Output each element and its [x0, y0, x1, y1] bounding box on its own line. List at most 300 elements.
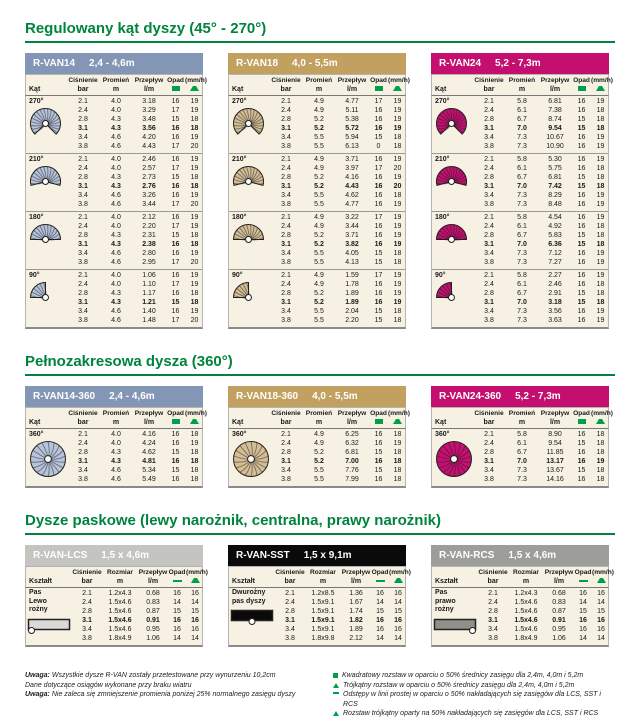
table-row [66, 191, 204, 200]
table-row [269, 106, 407, 115]
cell-precip-tri: 18 [596, 232, 605, 239]
col-radius-unit: m [518, 85, 526, 93]
cell-precip-sq: 16 [374, 232, 383, 239]
table-name: R-VAN14-360 [33, 391, 96, 402]
nozzle-fan-icon [232, 165, 269, 203]
angle-label: 210° [29, 156, 44, 163]
triangle-marker-icon [191, 578, 200, 583]
table-row [472, 182, 610, 191]
cell-precip-sq: 16 [577, 272, 586, 279]
square-marker-icon [572, 419, 591, 428]
cell-precip-tri: 19 [596, 201, 605, 208]
cell-precip-tri: 18 [190, 476, 199, 483]
triangle-marker-icon [393, 419, 402, 424]
cell-pressure: 2.1 [78, 156, 88, 163]
cell-radius: 1.5x4.6 [514, 617, 538, 624]
triangle-marker-icon [596, 86, 605, 91]
cell-pressure: 2.1 [82, 590, 92, 597]
cell-radius: 4.0 [111, 431, 121, 438]
triangle-marker-icon [591, 419, 610, 428]
cell-precip-tri: 19 [393, 223, 402, 230]
cell-precip-sq: 16 [173, 617, 181, 624]
table-row [478, 634, 610, 643]
cell-precip-tri: 19 [596, 308, 605, 315]
table-row [478, 625, 610, 634]
cell-radius: 4.3 [111, 241, 121, 248]
table-title-bar [25, 53, 203, 74]
cell-precip-tri: 16 [394, 590, 402, 597]
cell-pressure: 3.1 [78, 241, 88, 248]
nozzle-fan-icon [232, 107, 269, 145]
table-row [269, 155, 407, 164]
table-row [269, 448, 407, 457]
cell-flow: 0.68 [552, 590, 566, 597]
cell-flow: 1.82 [349, 617, 363, 624]
col-radius-unit: m [522, 577, 530, 585]
triangle-marker-icon [333, 683, 339, 688]
group-left-column [229, 97, 269, 151]
cell-flow: 2.12 [142, 214, 156, 221]
cell-radius: 7.0 [517, 183, 527, 190]
cell-radius: 4.9 [314, 223, 324, 230]
cell-radius: 5.2 [314, 449, 324, 456]
cell-pressure: 3.1 [78, 458, 88, 465]
cell-precip-tri: 16 [597, 626, 605, 633]
table-title-bar [228, 545, 406, 566]
cell-pressure: 2.8 [484, 232, 494, 239]
cell-radius: 4.3 [111, 299, 121, 306]
section-title: Regulowany kąt dyszy (45° - 270°) [25, 20, 267, 37]
col-precip-label: Opad [573, 77, 590, 84]
cell-radius: 4.6 [111, 308, 121, 315]
group-rows [269, 213, 407, 267]
cell-precip-tri: 19 [596, 134, 605, 141]
cell-flow: 2.76 [142, 183, 156, 190]
table-row [66, 173, 204, 182]
footer-notes [25, 671, 615, 719]
table-name: R-VAN18 [236, 58, 279, 69]
table-row [269, 466, 407, 475]
cell-precip-sq: 15 [577, 440, 586, 447]
cell-radius: 4.6 [111, 192, 121, 199]
cell-radius: 4.9 [314, 156, 324, 163]
cell-flow: 6.36 [548, 241, 562, 248]
angle-label: 90° [232, 272, 243, 279]
cell-precip-tri: 19 [190, 440, 199, 447]
cell-pressure: 2.4 [78, 165, 88, 172]
cell-flow: 4.77 [345, 201, 359, 208]
table-range: 1,5 x 4,6m [508, 550, 557, 561]
cell-flow: 3.63 [548, 317, 562, 324]
table-row [472, 316, 610, 325]
cell-precip-sq: 16 [374, 476, 383, 483]
table-row [275, 607, 407, 616]
cell-flow: 6.81 [548, 98, 562, 105]
cell-precip-sq: 0 [376, 143, 381, 150]
group-rows [66, 271, 204, 325]
table-row [72, 607, 204, 616]
cell-precip-tri: 16 [191, 590, 199, 597]
cell-radius: 4.3 [111, 183, 121, 190]
col-pressure-label: Ciśnienie [478, 569, 508, 576]
cell-radius: 4.9 [314, 98, 324, 105]
angle-group [229, 429, 405, 486]
cell-precip-sq: 16 [577, 449, 586, 456]
cell-precip-sq: 14 [579, 599, 587, 606]
cell-precip-sq: 16 [374, 125, 383, 132]
group-left-column [229, 155, 269, 209]
legend-text: Rozstaw trójkątny oparty na 50% nakładających się zasięgów dla LCS, SST i RCS [343, 710, 599, 717]
cell-radius: 4.9 [314, 440, 324, 447]
cell-radius: 7.3 [517, 317, 527, 324]
cell-flow: 8.29 [548, 192, 562, 199]
cell-radius: 1.8x4.9 [108, 635, 132, 642]
cell-flow: 2.46 [142, 156, 156, 163]
cell-pressure: 3.1 [281, 458, 291, 465]
cell-precip-sq: 16 [579, 617, 587, 624]
dash-marker-icon [168, 578, 186, 587]
col-precip-label: Opad [574, 569, 592, 576]
cell-precip-sq: 16 [577, 431, 586, 438]
col-radius-label: Promień [305, 77, 333, 84]
cell-flow: 2.73 [142, 174, 156, 181]
cell-pressure: 3.4 [281, 308, 291, 315]
cell-pressure: 3.8 [281, 143, 291, 150]
table-column-headers [228, 74, 410, 96]
cell-flow: 4.62 [142, 449, 156, 456]
cell-flow: 0.83 [552, 599, 566, 606]
cell-precip-tri: 19 [596, 156, 605, 163]
group-rows [269, 430, 407, 484]
table-title-bar [431, 545, 609, 566]
col-radius-unit: m [112, 85, 120, 93]
cell-precip-tri: 18 [596, 467, 605, 474]
cell-precip-sq: 17 [374, 98, 383, 105]
cell-radius: 7.3 [517, 250, 527, 257]
cell-pressure: 3.8 [281, 259, 291, 266]
cell-pressure: 3.1 [78, 183, 88, 190]
cell-precip-sq: 16 [374, 174, 383, 181]
header-row-units [229, 86, 405, 95]
square-marker-icon [572, 86, 591, 95]
col-pressure-unit: bar [280, 418, 292, 426]
cell-radius: 4.6 [111, 250, 121, 257]
cell-precip-tri: 18 [596, 440, 605, 447]
table-column-headers [25, 566, 208, 588]
cell-precip-tri: 19 [596, 458, 605, 465]
table-range: 4,0 - 5,5m [312, 391, 358, 402]
cell-flow: 5.11 [345, 107, 359, 114]
cell-pressure: 2.4 [484, 165, 494, 172]
table-column-headers [228, 566, 411, 588]
cell-pressure: 3.4 [484, 308, 494, 315]
table-row [66, 115, 204, 124]
header-row-units [26, 419, 202, 428]
angle-group [26, 429, 202, 486]
cell-precip-sq: 16 [376, 617, 384, 624]
cell-precip-tri: 19 [393, 232, 402, 239]
cell-pressure: 2.8 [78, 232, 88, 239]
cell-precip-sq: 17 [374, 272, 383, 279]
col-precip-label: Opad [167, 77, 184, 84]
col-pressure-label: Ciśnienie [72, 569, 102, 576]
cell-flow: 9.54 [548, 125, 562, 132]
cell-flow: 8.90 [548, 431, 562, 438]
col-precip-label: Opad [370, 77, 387, 84]
cell-precip-sq: 16 [374, 431, 383, 438]
cell-radius: 4.6 [111, 317, 121, 324]
cell-pressure: 2.4 [281, 165, 291, 172]
col-radius-label: Rozmiar [309, 569, 336, 576]
table-row [472, 475, 610, 484]
section-2 [25, 353, 615, 488]
cell-pressure: 2.1 [484, 98, 494, 105]
col-pressure-unit: bar [483, 418, 495, 426]
cell-flow: 1.06 [552, 635, 566, 642]
triangle-marker-icon [394, 578, 403, 583]
col-shape-or-angle-label: Kąt [232, 85, 244, 93]
cell-precip-sq: 16 [171, 431, 180, 438]
cell-precip-sq: 17 [374, 214, 383, 221]
col-shape-or-angle-label: Kształt [435, 577, 458, 585]
table-row [66, 200, 204, 209]
col-precip-label: Opad [371, 569, 389, 576]
cell-radius: 4.6 [111, 467, 121, 474]
square-marker-icon [375, 86, 383, 91]
nozzle-fan-icon [232, 281, 269, 319]
table-row [472, 200, 610, 209]
nozzle-fan-icon [29, 223, 66, 261]
cell-pressure: 2.8 [484, 290, 494, 297]
cell-precip-tri: 19 [596, 250, 605, 257]
cell-precip-sq: 15 [171, 467, 180, 474]
table-row [72, 616, 204, 625]
cell-precip-tri: 15 [394, 608, 402, 615]
cell-precip-tri: 18 [190, 174, 199, 181]
legend-text: Trójkątny rozstaw w oparciu o 50% średnicy zasięgu dla 2,4m, 4,0m i 5,2m [343, 681, 575, 689]
table-row [66, 457, 204, 466]
cell-flow: 6.81 [345, 449, 359, 456]
cell-precip-tri: 20 [190, 317, 199, 324]
cell-precip-sq: 15 [374, 317, 383, 324]
footer-note-text: Dane dotyczące osiągów wykonane przy braku wiatru [25, 681, 192, 689]
dash-marker-icon [333, 692, 339, 694]
cell-radius: 4.9 [314, 281, 324, 288]
cell-precip-sq: 17 [171, 259, 180, 266]
angle-label: 270° [29, 98, 44, 105]
angle-group [432, 211, 608, 269]
table-column-headers [25, 74, 207, 96]
group-left-column [432, 271, 472, 325]
table-row [269, 439, 407, 448]
cell-radius: 6.1 [517, 165, 527, 172]
cell-radius: 5.2 [314, 116, 324, 123]
col-precip-unit-label: (mm/h) [591, 77, 613, 84]
cell-pressure: 3.4 [78, 134, 88, 141]
cell-radius: 6.7 [517, 449, 527, 456]
cell-pressure: 3.4 [78, 308, 88, 315]
table-row [269, 307, 407, 316]
sections-container [25, 20, 615, 647]
table-row [269, 173, 407, 182]
square-marker-icon [578, 419, 586, 424]
col-flow-unit: l/m [143, 85, 155, 93]
cell-precip-sq: 15 [374, 308, 383, 315]
cell-precip-tri: 18 [393, 431, 402, 438]
cell-pressure: 3.4 [281, 250, 291, 257]
footer-note [25, 690, 317, 700]
cell-radius: 5.5 [314, 192, 324, 199]
group-rows [66, 430, 204, 484]
table-row [66, 142, 204, 151]
table-row [269, 316, 407, 325]
cell-precip-sq: 16 [171, 440, 180, 447]
table-body [25, 96, 203, 329]
cell-pressure: 2.4 [78, 440, 88, 447]
cell-precip-sq: 16 [577, 223, 586, 230]
cell-flow: 3.26 [142, 192, 156, 199]
cell-pressure: 3.8 [484, 143, 494, 150]
header-row-titles [229, 410, 410, 419]
col-flow-label: Przepływ [540, 410, 570, 417]
table-row [478, 607, 610, 616]
cell-precip-sq: 16 [577, 250, 586, 257]
cell-precip-tri: 19 [190, 192, 199, 199]
cell-precip-tri: 18 [596, 449, 605, 456]
cell-flow: 1.89 [345, 299, 359, 306]
group-left-column [432, 155, 472, 209]
col-shape-or-angle-label: Kąt [435, 418, 447, 426]
table-column-headers [431, 566, 614, 588]
table-row [66, 289, 204, 298]
angle-group [432, 153, 608, 211]
angle-label: 180° [232, 214, 247, 221]
square-marker-icon [166, 86, 185, 95]
cell-precip-tri: 19 [393, 281, 402, 288]
cell-pressure: 2.4 [484, 281, 494, 288]
table-row [269, 164, 407, 173]
col-precip-unit-label: (mm/h) [185, 410, 207, 417]
cell-precip-tri: 14 [597, 599, 605, 606]
cell-flow: 7.38 [548, 107, 562, 114]
cell-pressure: 3.1 [281, 299, 291, 306]
header-row-titles [26, 77, 207, 86]
cell-pressure: 2.4 [488, 599, 498, 606]
cell-precip-sq: 17 [171, 107, 180, 114]
cell-flow: 1.17 [142, 290, 156, 297]
cell-flow: 5.38 [345, 116, 359, 123]
dash-marker-icon [371, 578, 389, 587]
cell-flow: 0.87 [552, 608, 566, 615]
cell-precip-tri: 19 [393, 241, 402, 248]
cell-radius: 4.3 [111, 458, 121, 465]
col-shape-or-angle-label: Kąt [435, 85, 447, 93]
cell-precip-sq: 16 [374, 241, 383, 248]
triangle-marker-icon [592, 578, 610, 587]
cell-precip-tri: 19 [596, 192, 605, 199]
cell-precip-sq: 15 [577, 183, 586, 190]
cell-radius: 4.0 [111, 165, 121, 172]
cell-precip-sq: 14 [579, 635, 587, 642]
cell-precip-sq: 17 [171, 143, 180, 150]
col-radius-unit: m [112, 418, 120, 426]
cell-pressure: 2.1 [281, 431, 291, 438]
table-row [66, 298, 204, 307]
cell-precip-sq: 16 [577, 98, 586, 105]
table-row [472, 155, 610, 164]
cell-precip-sq: 15 [171, 116, 180, 123]
group-rows [472, 97, 610, 151]
col-precip-label: Opad [168, 569, 186, 576]
cell-precip-sq: 15 [376, 608, 384, 615]
nozzle-fan-icon [29, 281, 66, 319]
nozzle-fan-icon [435, 107, 472, 145]
col-radius-label: Promień [102, 77, 130, 84]
cell-precip-sq: 17 [171, 281, 180, 288]
square-marker-icon [375, 419, 383, 424]
cell-radius: 5.5 [314, 476, 324, 483]
table-row [472, 249, 610, 258]
table-range: 5,2 - 7,3m [515, 391, 561, 402]
table-row [66, 222, 204, 231]
col-flow-unit: l/m [553, 577, 565, 585]
cell-pressure: 2.4 [484, 440, 494, 447]
angle-label: 270° [435, 98, 450, 105]
cell-precip-sq: 16 [579, 626, 587, 633]
table-title-bar [228, 53, 406, 74]
table-row [472, 298, 610, 307]
cell-flow: 9.54 [548, 440, 562, 447]
footer-notes-left [25, 671, 317, 719]
cell-flow: 5.94 [345, 134, 359, 141]
cell-pressure: 3.4 [281, 467, 291, 474]
table-row [66, 182, 204, 191]
cell-flow: 2.38 [142, 241, 156, 248]
strip-nozzle-icon [27, 618, 72, 639]
cell-pressure: 2.1 [78, 98, 88, 105]
cell-flow: 2.95 [142, 259, 156, 266]
header-row-units [229, 578, 405, 587]
cell-pressure: 2.1 [281, 272, 291, 279]
cell-pressure: 2.8 [281, 290, 291, 297]
group-rows [66, 213, 204, 267]
table-row [269, 430, 407, 439]
col-pressure-unit: bar [487, 577, 499, 585]
table-row [269, 289, 407, 298]
cell-precip-tri: 18 [393, 476, 402, 483]
legend-item [333, 681, 615, 691]
table-row [269, 240, 407, 249]
table-row [472, 142, 610, 151]
cell-precip-sq: 15 [577, 290, 586, 297]
cell-flow: 4.16 [345, 174, 359, 181]
table-row [269, 115, 407, 124]
group-rows [269, 155, 407, 209]
header-row-units [26, 578, 202, 587]
nozzle-fan-icon [232, 440, 269, 483]
legend-item [333, 709, 615, 719]
table-row [472, 173, 610, 182]
cell-flow: 4.81 [142, 458, 156, 465]
cell-pressure: 2.8 [484, 174, 494, 181]
table-row [66, 430, 204, 439]
table-row [269, 231, 407, 240]
col-pressure-label: Ciśnienie [68, 77, 98, 84]
table-row [269, 271, 407, 280]
cell-flow: 2.91 [548, 290, 562, 297]
cell-precip-tri: 18 [190, 458, 199, 465]
cell-precip-tri: 19 [190, 281, 199, 288]
